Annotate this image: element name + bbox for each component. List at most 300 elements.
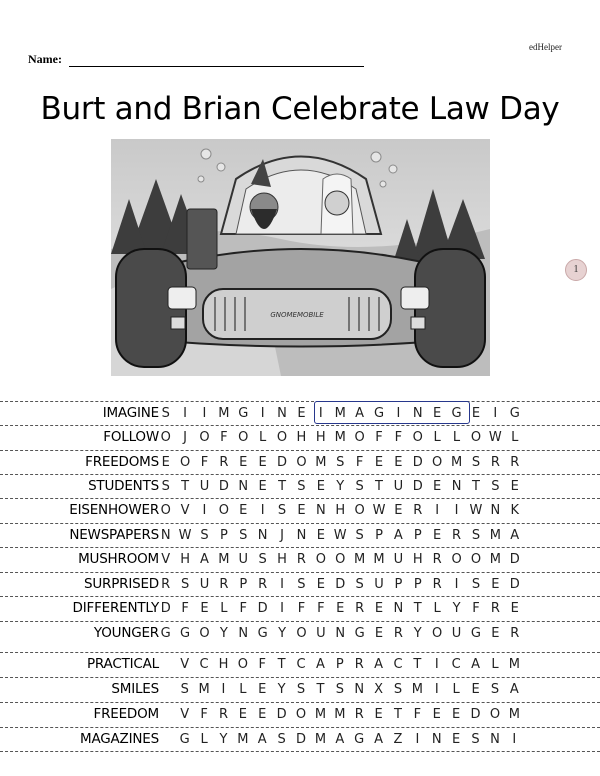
puzzle-letter[interactable]: D <box>509 551 520 567</box>
puzzle-letter[interactable]: M <box>334 405 346 421</box>
puzzle-letter[interactable]: I <box>260 405 265 421</box>
puzzle-letter[interactable]: O <box>295 706 307 722</box>
puzzle-letter[interactable]: G <box>180 625 191 641</box>
puzzle-letter[interactable]: W <box>469 502 483 518</box>
puzzle-word: FREEDOM <box>93 706 159 722</box>
puzzle-letter[interactable]: R <box>510 454 520 470</box>
puzzle-letter[interactable]: S <box>491 478 500 494</box>
puzzle-letter[interactable]: E <box>452 706 461 722</box>
puzzle-letter[interactable]: D <box>160 600 171 616</box>
puzzle-letter[interactable]: I <box>260 502 265 518</box>
puzzle-letter[interactable]: M <box>353 551 366 567</box>
puzzle-letter[interactable]: R <box>161 576 171 592</box>
puzzle-letter[interactable]: O <box>199 429 210 445</box>
puzzle-letter[interactable]: O <box>160 502 171 518</box>
puzzle-word: EISENHOWER <box>69 502 159 518</box>
puzzle-letter[interactable]: Z <box>393 731 403 747</box>
puzzle-letter[interactable]: T <box>277 656 286 672</box>
puzzle-letter[interactable]: U <box>316 625 326 641</box>
puzzle-letter[interactable]: E <box>510 600 519 616</box>
gnomemobile-illustration <box>111 139 490 376</box>
puzzle-letter[interactable]: E <box>258 706 267 722</box>
puzzle-word: STUDENTS <box>88 478 159 494</box>
puzzle-letter[interactable]: I <box>454 576 459 592</box>
puzzle-row <box>0 498 600 521</box>
puzzle-letter[interactable]: A <box>257 731 267 747</box>
puzzle-letter[interactable]: O <box>237 656 248 672</box>
puzzle-letter[interactable]: N <box>335 625 346 641</box>
puzzle-letter[interactable]: G <box>179 731 190 747</box>
puzzle-letter[interactable]: S <box>161 405 170 421</box>
puzzle-letter[interactable]: G <box>354 625 365 641</box>
puzzle-letter[interactable]: G <box>470 625 481 641</box>
puzzle-letter[interactable]: E <box>374 706 383 722</box>
puzzle-word: FOLLOW <box>103 429 159 445</box>
puzzle-letter[interactable]: I <box>202 502 207 518</box>
puzzle-letter[interactable]: O <box>470 551 482 567</box>
puzzle-letter[interactable]: Y <box>219 625 228 641</box>
puzzle-letter[interactable]: E <box>200 600 209 616</box>
puzzle-letter[interactable]: N <box>490 731 500 747</box>
puzzle-letter[interactable]: A <box>374 656 384 672</box>
puzzle-letter[interactable]: S <box>393 681 403 697</box>
puzzle-word: YOUNGER <box>93 625 159 641</box>
puzzle-letter[interactable]: L <box>259 429 267 445</box>
puzzle-letter[interactable]: N <box>277 405 287 421</box>
puzzle-letter[interactable]: P <box>375 527 383 543</box>
puzzle-letter[interactable]: H <box>180 551 190 567</box>
puzzle-letter[interactable]: O <box>470 429 482 445</box>
puzzle-letter[interactable]: H <box>315 429 326 445</box>
puzzle-letter[interactable]: I <box>396 405 401 421</box>
puzzle-letter[interactable]: G <box>238 405 249 421</box>
puzzle-letter[interactable]: S <box>239 527 248 543</box>
puzzle-letter[interactable]: K <box>510 502 519 518</box>
puzzle-letter[interactable]: R <box>354 706 364 722</box>
puzzle-letter[interactable]: G <box>354 731 365 747</box>
puzzle-letter[interactable]: U <box>374 576 384 592</box>
puzzle-letters <box>156 451 524 473</box>
puzzle-letter[interactable]: U <box>451 625 462 641</box>
puzzle-letter[interactable]: E <box>433 405 442 421</box>
puzzle-letter[interactable]: P <box>335 656 344 672</box>
puzzle-letter[interactable]: S <box>355 527 364 543</box>
puzzle-letter[interactable]: I <box>183 405 187 421</box>
puzzle-letter[interactable]: F <box>181 600 189 616</box>
puzzle-letter[interactable]: S <box>277 731 286 747</box>
grid-bottom-rule <box>0 751 600 752</box>
puzzle-letter[interactable]: C <box>393 656 403 672</box>
puzzle-letter[interactable]: L <box>452 681 460 697</box>
puzzle-letter[interactable]: S <box>490 681 500 697</box>
puzzle-letters <box>156 573 524 595</box>
name-input-line[interactable] <box>69 56 364 67</box>
puzzle-letter[interactable]: A <box>355 405 365 421</box>
puzzle-word: FREEDOMS <box>85 454 159 470</box>
puzzle-letter[interactable]: A <box>315 656 325 672</box>
puzzle-letter[interactable]: O <box>179 454 191 470</box>
puzzle-letter[interactable]: T <box>375 478 383 494</box>
puzzle-word: SURPRISED <box>83 576 159 592</box>
puzzle-letter[interactable]: M <box>314 731 327 747</box>
found-word-highlight <box>314 401 470 424</box>
puzzle-letter[interactable]: M <box>237 731 249 747</box>
puzzle-letter[interactable]: F <box>200 706 208 722</box>
puzzle-letter[interactable]: S <box>161 478 170 494</box>
puzzle-letter[interactable]: G <box>257 625 268 641</box>
puzzle-letter[interactable]: S <box>297 576 306 592</box>
puzzle-letter[interactable]: H <box>277 551 287 567</box>
puzzle-letter[interactable]: N <box>354 681 365 697</box>
puzzle-letter[interactable]: J <box>183 429 187 445</box>
puzzle-letters <box>156 499 524 521</box>
puzzle-letter[interactable]: T <box>394 706 402 722</box>
puzzle-letter[interactable]: E <box>374 600 384 616</box>
puzzle-letter[interactable]: N <box>315 502 326 518</box>
puzzle-letter[interactable]: V <box>180 706 190 722</box>
puzzle-row <box>0 652 600 675</box>
puzzle-letter[interactable]: I <box>434 656 439 672</box>
puzzle-letter[interactable]: E <box>433 478 442 494</box>
puzzle-letter[interactable]: M <box>489 527 501 543</box>
brand-label: edHelper <box>529 42 562 52</box>
puzzle-letter[interactable]: P <box>394 576 403 592</box>
puzzle-letter[interactable]: L <box>239 681 247 697</box>
puzzle-letter[interactable]: E <box>297 405 306 421</box>
puzzle-letters <box>175 728 524 750</box>
puzzle-letter[interactable]: L <box>433 600 441 616</box>
puzzle-letter[interactable]: O <box>335 551 346 567</box>
puzzle-letter[interactable]: M <box>218 551 230 567</box>
puzzle-letter[interactable]: G <box>373 405 385 421</box>
puzzle-letter[interactable]: S <box>471 527 481 543</box>
puzzle-letter[interactable]: N <box>296 527 307 543</box>
puzzle-letter[interactable]: M <box>508 706 520 722</box>
puzzle-letter[interactable]: A <box>510 527 520 543</box>
puzzle-letter[interactable]: F <box>239 600 247 616</box>
puzzle-letter[interactable]: F <box>258 656 266 672</box>
puzzle-letter[interactable]: R <box>432 576 442 592</box>
puzzle-letter[interactable]: I <box>493 405 498 421</box>
puzzle-letter[interactable]: S <box>355 478 364 494</box>
puzzle-letter[interactable]: N <box>160 527 171 543</box>
puzzle-letter[interactable]: S <box>200 527 209 543</box>
puzzle-letter[interactable]: V <box>161 551 171 567</box>
puzzle-letter[interactable]: R <box>219 454 229 470</box>
puzzle-letter[interactable]: V <box>180 502 190 518</box>
puzzle-letter[interactable]: F <box>297 600 306 616</box>
puzzle-letter[interactable]: O <box>412 429 423 445</box>
puzzle-letter[interactable]: A <box>471 656 480 672</box>
puzzle-letter[interactable]: T <box>471 478 480 494</box>
puzzle-letter[interactable]: I <box>202 405 207 421</box>
puzzle-letter[interactable]: Y <box>413 625 422 641</box>
puzzle-letter[interactable]: F <box>200 454 209 470</box>
puzzle-letter[interactable]: E <box>471 405 481 421</box>
puzzle-letter[interactable]: E <box>239 502 248 518</box>
puzzle-letter[interactable]: U <box>199 478 210 494</box>
puzzle-letter[interactable]: E <box>316 478 325 494</box>
puzzle-letter[interactable]: R <box>490 600 500 616</box>
puzzle-letter[interactable]: N <box>393 600 404 616</box>
puzzle-letter[interactable]: D <box>335 576 346 592</box>
puzzle-letter[interactable]: M <box>411 681 423 697</box>
puzzle-letter[interactable]: E <box>491 625 500 641</box>
puzzle-row <box>0 621 600 644</box>
puzzle-letters <box>156 475 524 497</box>
puzzle-letter[interactable]: P <box>413 576 422 592</box>
puzzle-letter[interactable]: Y <box>452 600 461 616</box>
puzzle-word: DIFFERENTLY <box>72 600 159 616</box>
puzzle-row <box>0 677 600 700</box>
puzzle-word: MAGAZINES <box>80 731 159 747</box>
puzzle-letter[interactable]: O <box>276 429 288 445</box>
puzzle-letter[interactable]: E <box>491 576 500 592</box>
puzzle-letter[interactable]: H <box>296 429 307 445</box>
puzzle-letter[interactable]: L <box>491 656 499 672</box>
puzzle-letter[interactable]: A <box>200 551 209 567</box>
puzzle-letter[interactable]: E <box>394 454 403 470</box>
puzzle-letter[interactable]: Y <box>278 625 287 641</box>
puzzle-letter[interactable]: L <box>200 731 208 747</box>
puzzle-letter[interactable]: S <box>355 576 364 592</box>
puzzle-letter[interactable]: I <box>415 731 420 747</box>
puzzle-letter[interactable]: M <box>334 429 346 445</box>
puzzle-letter[interactable]: L <box>452 429 461 445</box>
puzzle-letter[interactable]: E <box>258 681 267 697</box>
puzzle-letter[interactable]: I <box>454 502 459 518</box>
puzzle-letter[interactable]: S <box>297 478 306 494</box>
puzzle-letter[interactable]: R <box>354 656 364 672</box>
puzzle-letter[interactable]: S <box>336 454 345 470</box>
puzzle-row <box>0 425 600 448</box>
puzzle-letter[interactable]: J <box>280 527 284 543</box>
puzzle-letter[interactable]: S <box>471 454 481 470</box>
puzzle-letter[interactable]: R <box>393 625 403 641</box>
puzzle-word: MUSHROOM <box>78 551 159 567</box>
puzzle-letter[interactable]: S <box>296 681 306 697</box>
puzzle-letter[interactable]: I <box>434 681 439 697</box>
puzzle-letter[interactable]: L <box>220 600 228 616</box>
puzzle-letters <box>156 548 524 570</box>
puzzle-letter[interactable]: E <box>239 454 248 470</box>
puzzle-letter[interactable]: A <box>393 527 403 543</box>
puzzle-letter[interactable]: D <box>412 454 423 470</box>
puzzle-letters <box>175 703 524 725</box>
puzzle-letter[interactable]: N <box>238 478 249 494</box>
puzzle-letter[interactable]: L <box>433 429 441 445</box>
puzzle-letter[interactable]: M <box>314 706 327 722</box>
puzzle-letter[interactable]: T <box>278 478 287 494</box>
puzzle-letters <box>156 622 524 644</box>
puzzle-letter[interactable]: U <box>393 551 404 567</box>
puzzle-letter[interactable]: F <box>394 429 403 445</box>
puzzle-letter[interactable]: M <box>373 551 385 567</box>
puzzle-letter[interactable]: M <box>218 405 230 421</box>
puzzle-letter[interactable]: H <box>412 551 423 567</box>
puzzle-letter[interactable]: E <box>316 527 325 543</box>
puzzle-letter[interactable]: F <box>355 454 364 470</box>
puzzle-letter[interactable]: A <box>335 731 345 747</box>
puzzle-letter[interactable]: X <box>374 681 384 697</box>
puzzle-letter[interactable]: E <box>336 600 345 616</box>
puzzle-letter[interactable]: V <box>180 656 190 672</box>
puzzle-letter[interactable]: O <box>160 429 171 445</box>
puzzle-letter[interactable]: S <box>335 681 344 697</box>
puzzle-letter[interactable]: S <box>258 551 267 567</box>
puzzle-letter[interactable]: F <box>413 706 422 722</box>
puzzle-letter[interactable]: E <box>297 502 306 518</box>
puzzle-letter[interactable]: O <box>451 551 462 567</box>
puzzle-letter[interactable]: D <box>412 478 423 494</box>
puzzle-letter[interactable]: W <box>333 527 347 543</box>
puzzle-letter[interactable]: N <box>257 527 268 543</box>
puzzle-letter[interactable]: N <box>490 502 501 518</box>
puzzle-letter[interactable]: M <box>315 454 327 470</box>
puzzle-letter[interactable]: F <box>375 429 383 445</box>
puzzle-letter[interactable]: E <box>374 625 384 641</box>
puzzle-word: PRACTICAL <box>86 656 159 672</box>
puzzle-letter[interactable]: O <box>354 429 365 445</box>
puzzle-letter[interactable]: I <box>221 681 226 697</box>
puzzle-letter[interactable]: O <box>315 551 326 567</box>
puzzle-letter[interactable]: T <box>181 478 190 494</box>
puzzle-letter[interactable]: W <box>372 502 386 518</box>
puzzle-letter[interactable]: O <box>432 625 443 641</box>
puzzle-letter[interactable]: D <box>276 706 287 722</box>
puzzle-letter[interactable]: O <box>354 502 365 518</box>
puzzle-letter[interactable]: I <box>280 576 284 592</box>
puzzle-letter[interactable]: P <box>219 527 228 543</box>
puzzle-letter[interactable]: I <box>512 731 517 747</box>
puzzle-row <box>0 727 600 750</box>
puzzle-letter[interactable]: U <box>238 551 249 567</box>
puzzle-letter[interactable]: C <box>296 656 306 672</box>
puzzle-letter[interactable]: E <box>433 527 442 543</box>
puzzle-letter[interactable]: R <box>510 625 520 641</box>
puzzle-letter[interactable]: D <box>296 731 307 747</box>
puzzle-letter[interactable]: T <box>413 600 422 616</box>
puzzle-letter[interactable]: A <box>374 731 384 747</box>
puzzle-row <box>0 702 600 725</box>
puzzle-letter[interactable]: N <box>451 478 462 494</box>
puzzle-letter[interactable]: F <box>472 600 480 616</box>
puzzle-letter[interactable]: R <box>219 576 229 592</box>
puzzle-letters <box>175 653 524 675</box>
puzzle-letter[interactable]: T <box>316 681 325 697</box>
puzzle-letter[interactable]: F <box>317 600 325 616</box>
puzzle-letter[interactable]: H <box>335 502 346 518</box>
puzzle-letter[interactable]: I <box>318 405 323 421</box>
puzzle-letter[interactable]: S <box>180 576 190 592</box>
puzzle-letters <box>156 426 524 448</box>
puzzle-letter[interactable]: N <box>238 625 249 641</box>
puzzle-letter[interactable]: D <box>257 600 268 616</box>
puzzle-letter[interactable]: M <box>508 656 520 672</box>
puzzle-letter[interactable]: E <box>510 478 519 494</box>
puzzle-letter[interactable]: S <box>471 576 481 592</box>
puzzle-letter[interactable]: S <box>471 731 480 747</box>
puzzle-letter[interactable]: E <box>238 706 247 722</box>
puzzle-letter[interactable]: R <box>490 454 500 470</box>
puzzle-letter[interactable]: R <box>296 551 306 567</box>
puzzle-letter[interactable]: O <box>296 625 307 641</box>
puzzle-letter[interactable]: R <box>258 576 268 592</box>
puzzle-letter[interactable]: F <box>220 429 228 445</box>
puzzle-letter[interactable]: E <box>374 454 384 470</box>
puzzle-letter[interactable]: D <box>470 706 481 722</box>
puzzle-letter[interactable]: Y <box>336 478 345 494</box>
puzzle-letter[interactable]: W <box>178 527 192 543</box>
puzzle-letter[interactable]: G <box>160 625 171 641</box>
puzzle-letter[interactable]: C <box>199 656 209 672</box>
puzzle-letter[interactable]: D <box>509 576 520 592</box>
puzzle-letter[interactable]: N <box>431 731 442 747</box>
puzzle-row <box>0 474 600 497</box>
puzzle-letter[interactable]: M <box>198 681 210 697</box>
puzzle-letter[interactable]: E <box>258 454 267 470</box>
puzzle-letter[interactable]: N <box>412 405 423 421</box>
puzzle-letter[interactable]: L <box>511 429 519 445</box>
puzzle-letter[interactable]: E <box>161 454 170 470</box>
puzzle-letter[interactable]: M <box>450 454 463 470</box>
puzzle-letter[interactable]: P <box>413 527 422 543</box>
puzzle-letter[interactable]: U <box>393 478 404 494</box>
puzzle-letter[interactable]: I <box>435 502 440 518</box>
puzzle-letter[interactable]: O <box>489 706 501 722</box>
puzzle-letter[interactable]: Y <box>219 731 228 747</box>
puzzle-letter[interactable]: O <box>199 625 210 641</box>
page-number-badge: 1 <box>565 259 587 281</box>
puzzle-letter[interactable]: E <box>258 478 267 494</box>
puzzle-letter[interactable]: E <box>432 706 441 722</box>
puzzle-row <box>0 572 600 595</box>
puzzle-letter[interactable]: R <box>218 706 228 722</box>
puzzle-letter[interactable]: P <box>239 576 248 592</box>
puzzle-letter[interactable]: W <box>488 429 502 445</box>
puzzle-letter[interactable]: S <box>180 681 189 697</box>
puzzle-letter[interactable]: M <box>489 551 501 567</box>
puzzle-letter[interactable]: S <box>277 502 287 518</box>
puzzle-letters <box>156 597 524 619</box>
puzzle-letter[interactable]: E <box>471 681 480 697</box>
puzzle-letter[interactable]: R <box>452 527 462 543</box>
puzzle-letter[interactable]: D <box>277 454 288 470</box>
puzzle-letter[interactable]: E <box>452 731 461 747</box>
puzzle-letter[interactable]: I <box>280 600 284 616</box>
puzzle-letter[interactable]: U <box>199 576 210 592</box>
puzzle-letter[interactable]: E <box>316 576 325 592</box>
puzzle-word: IMAGINE <box>102 405 159 421</box>
puzzle-letter[interactable]: H <box>218 656 229 672</box>
puzzle-letter[interactable]: O <box>218 502 229 518</box>
puzzle-letter[interactable]: Y <box>277 681 286 697</box>
puzzle-letter[interactable]: R <box>432 551 442 567</box>
puzzle-letter[interactable]: E <box>394 502 403 518</box>
puzzle-letter[interactable]: A <box>509 681 519 697</box>
puzzle-letter[interactable]: O <box>296 454 307 470</box>
puzzle-letter[interactable]: R <box>413 502 423 518</box>
puzzle-letter[interactable]: T <box>413 656 422 672</box>
puzzle-letter[interactable]: G <box>509 405 520 421</box>
puzzle-letter[interactable]: O <box>432 454 443 470</box>
puzzle-letter[interactable]: M <box>334 706 346 722</box>
puzzle-letter[interactable]: C <box>451 656 461 672</box>
puzzle-letter[interactable]: D <box>218 478 229 494</box>
puzzle-letter[interactable]: R <box>355 600 365 616</box>
puzzle-letter[interactable]: O <box>238 429 249 445</box>
puzzle-letter[interactable]: G <box>451 405 462 421</box>
